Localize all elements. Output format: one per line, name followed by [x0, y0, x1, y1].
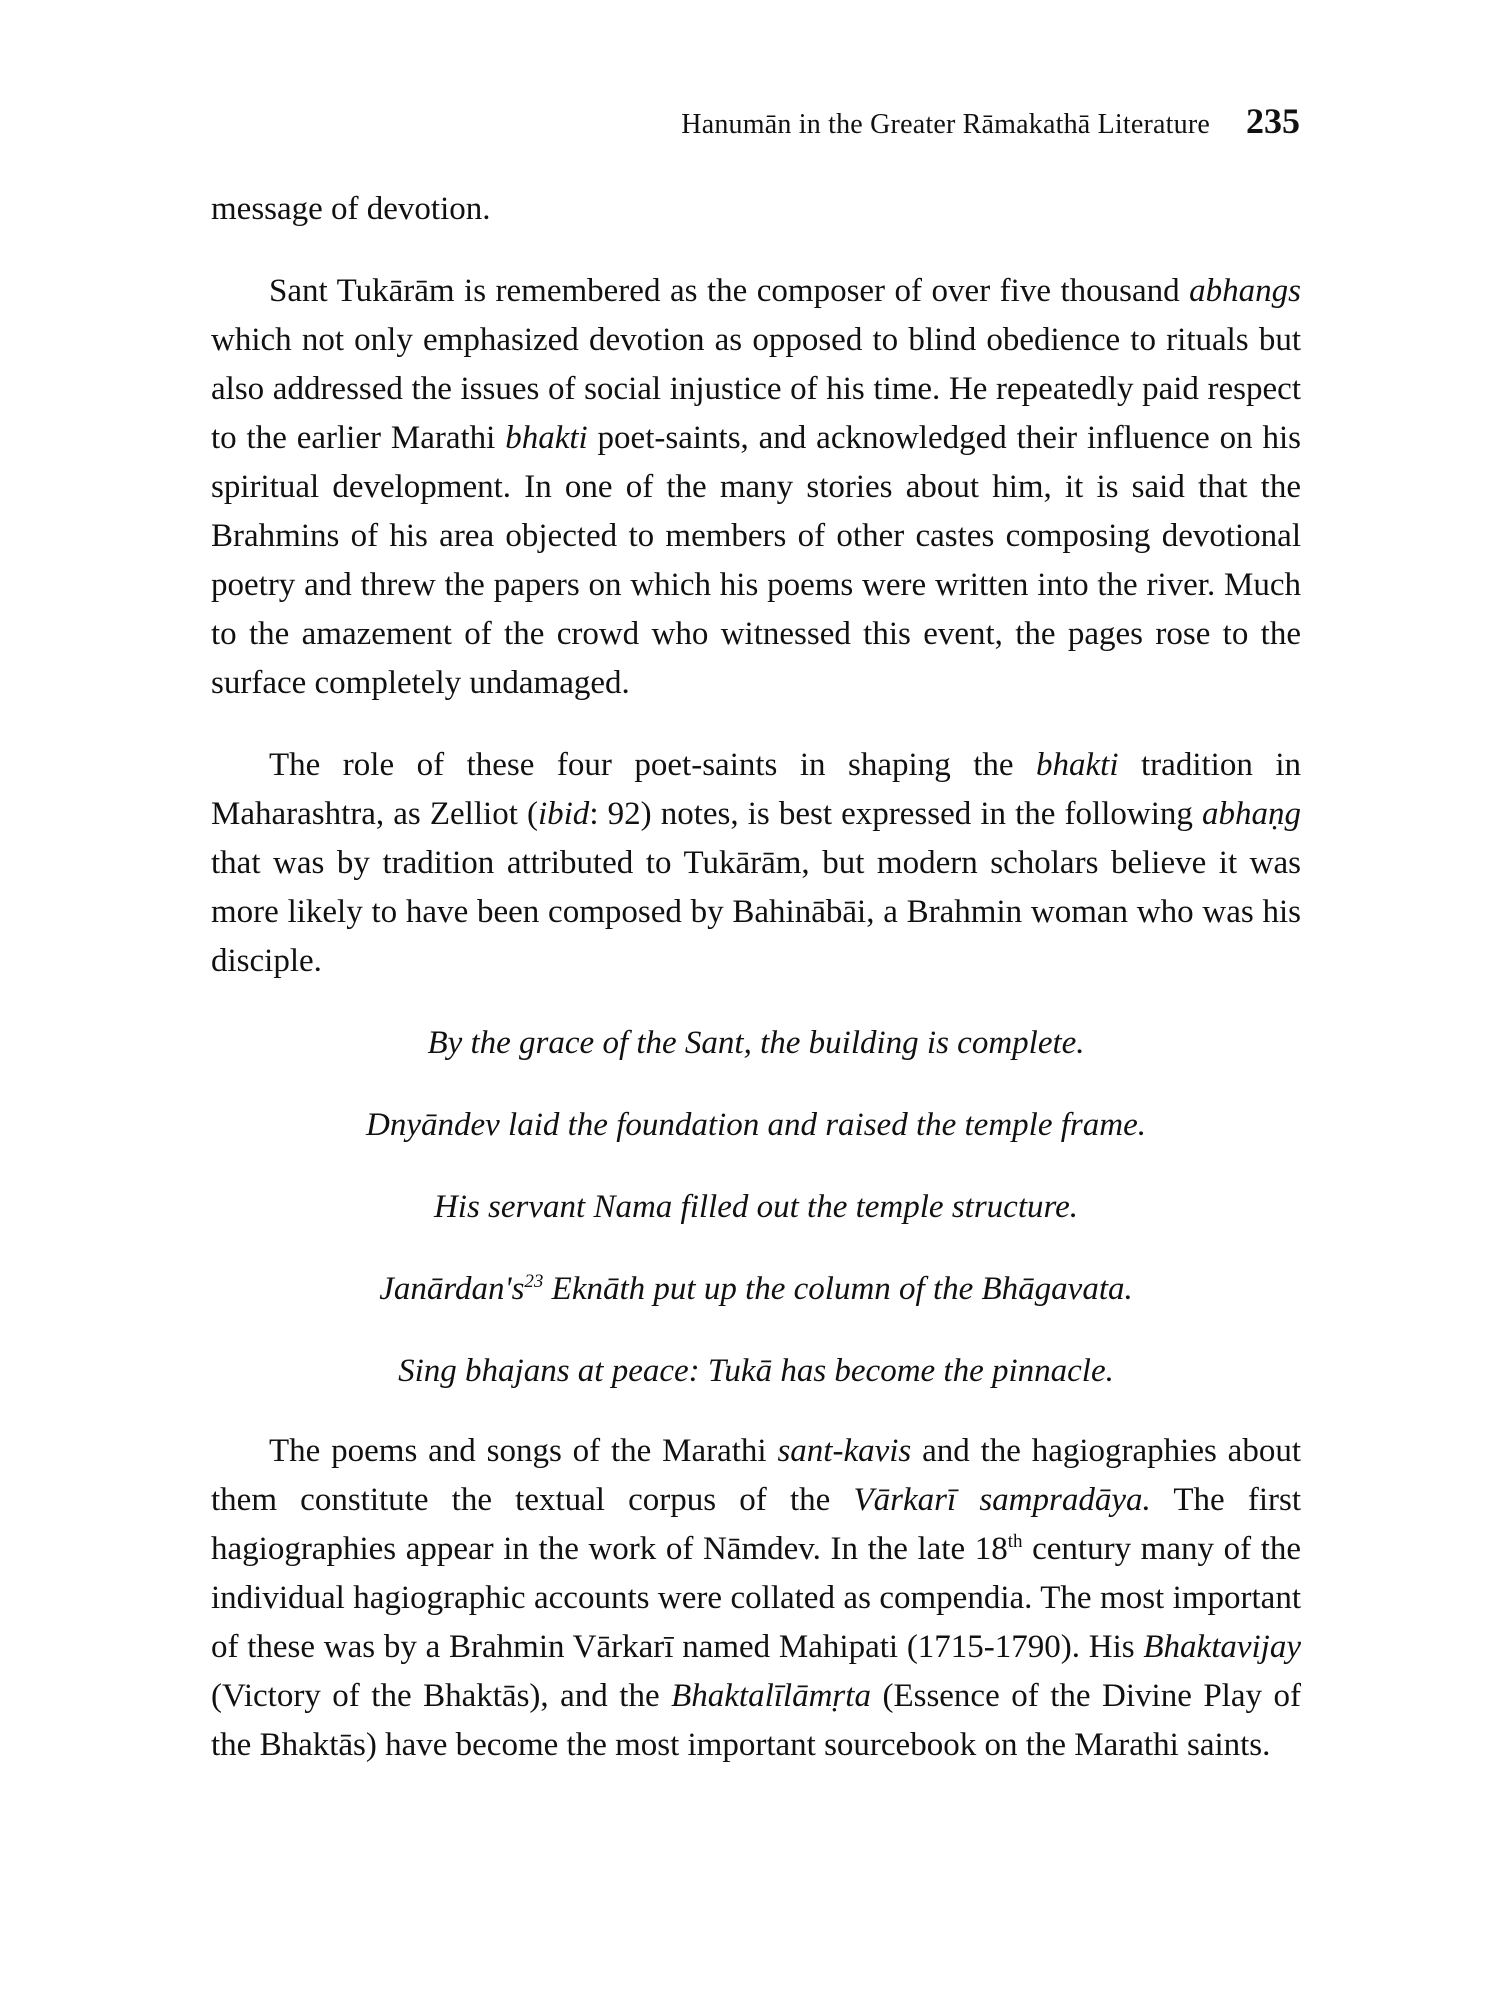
italic-term: Bhaktavijay — [1143, 1629, 1301, 1665]
text-run: that was by tradition attributed to Tukārām, but modern scholars believe it was more likely to have been composed by Bahinābāi, a Brahmin woman who was his disciple. — [211, 845, 1301, 979]
text-run: The first hagiographies appear in the work of Nāmdev. In the late 18 — [211, 1482, 1301, 1567]
text-run: and the hagiographies about them constitute the textual corpus of the — [211, 1433, 1301, 1518]
paragraph-tukaram — [211, 267, 1301, 708]
italic-term: abhangs — [1189, 273, 1301, 309]
text-run: The role of these four poet-saints in shaping the — [269, 747, 1037, 783]
verse-line: His servant Nama filled out the temple structure. — [433, 1189, 1079, 1225]
page-number: 235 — [1246, 101, 1300, 141]
text-run: century many of the individual hagiographic accounts were collated as compendia. The most important of these was by a Brahmin Vārkarī named Mahipati (1715-1790). His — [211, 1531, 1302, 1665]
italic-term: Bhaktalīlāmṛta — [671, 1678, 871, 1714]
verse-line: Sing bhajans at peace: Tukā has become the pinnacle. — [398, 1353, 1114, 1389]
italic-term: ibid — [537, 796, 590, 832]
verse-text: Eknāth put up the column of the Bhāgavata. — [543, 1271, 1133, 1307]
paragraph-hagiographies — [211, 1427, 1301, 1770]
text-run: The poems and songs of the Marathi — [269, 1433, 778, 1469]
italic-term: Vārkarī sampradāya. — [853, 1482, 1151, 1518]
text-run: poet-saints, and acknowledged their influence on his spiritual development. In one of the many stories about him, it is said that the Brahmins of his area objected to members of other castes composing devotional poetry and threw the papers on which his poems were written into the river. Much to the amazement of the crowd who witnessed this event, the pages rose to the surface completely undamaged. — [211, 420, 1302, 701]
verse-line: Dnyāndev laid the foundation and raised the temple frame. — [366, 1107, 1146, 1143]
text-run: (Victory of the Bhaktās), and the — [211, 1678, 672, 1714]
footnote-marker: 23 — [524, 1271, 544, 1292]
ordinal-suffix: th — [1007, 1531, 1023, 1552]
italic-term: bhakti — [1036, 747, 1119, 783]
italic-term: sant-kavis — [777, 1433, 912, 1469]
text-run: which not only emphasized devotion as opposed to blind obedience to rituals but also addressed the issues of social injustice of his time. He repeatedly paid respect to the earlier Marathi — [211, 322, 1301, 456]
running-title: Hanumān in the Greater Rāmakathā Literature — [681, 109, 1210, 140]
italic-term: bhakti — [505, 420, 588, 456]
paragraph-poet-saints — [211, 741, 1301, 986]
text-run: tradition in Maharashtra, as Zelliot ( — [211, 747, 1301, 832]
verse-line: By the grace of the Sant, the building is complete. — [427, 1025, 1085, 1061]
text-run: Sant Tukārām is remembered as the composer of over five thousand — [269, 273, 1190, 309]
page-body — [211, 185, 1301, 1770]
paragraph-continued — [211, 185, 1301, 234]
paragraph-text: message of devotion. — [211, 191, 491, 227]
verse-text: Janārdan's — [379, 1271, 525, 1307]
text-run: : 92) notes, is best expressed in the following — [589, 796, 1202, 832]
text-run: (Essence of the Divine Play of the Bhaktās) have become the most important sourcebook on the Marathi saints. — [211, 1678, 1301, 1763]
italic-term: abhaṇg — [1201, 796, 1301, 832]
verse-line-footnoted — [211, 1265, 1301, 1314]
running-header — [200, 100, 1300, 142]
abhang-verse — [211, 1019, 1301, 1396]
